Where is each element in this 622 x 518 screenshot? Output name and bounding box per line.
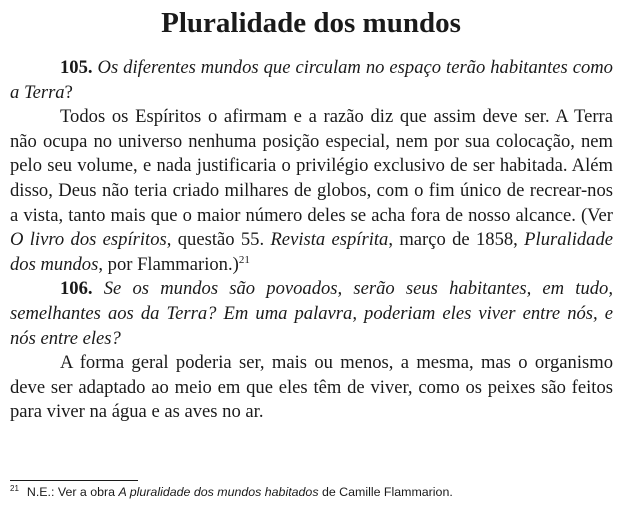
answer-text: , março de 1858, — [388, 229, 525, 251]
body-text — [10, 56, 613, 425]
reference-article: Pluralidade dos mundos — [10, 229, 614, 275]
answer-text: A forma geral poderia ser, mais ou menos, a mesma, mas o organismo deve ser adaptado ao meio em que eles têm de viver, como os peixes são feitos para viver na água e as aves no ar. — [10, 352, 613, 423]
question-number: 106. — [60, 278, 93, 300]
reference-book: O livro dos espíritos — [10, 229, 167, 251]
footnote-marker: 21 — [10, 484, 19, 493]
question-text: Se os mundos são povoados, serão seus habitantes, em tudo, semelhantes aos da Terra? Em uma palavra, poderiam eles viver entre nós, e nós entre eles? — [10, 278, 613, 349]
answer-105 — [10, 105, 613, 277]
footnote-suffix: de Camille Flammarion. — [318, 485, 453, 499]
answer-text: Todos os Espíritos o afirmam e a razão diz que assim deve ser. A Terra não ocupa no universo nenhuma posição especial, nem por sua colocação, nem pelo seu volume, e nada justificaria o privilégio exclusivo de ser habitada. Além disso, Deus não teria criado milhares de globos, com o fim único de recrear-nos a vista, tanto mais que o maior número deles se acha fora de nosso alcance. (Ver — [10, 106, 613, 226]
footnote-reference: 21 — [238, 253, 250, 266]
question-number: 105. — [60, 57, 93, 78]
question-mark: ? — [64, 81, 73, 103]
footnote-work-title: A pluralidade dos mundos habitados — [118, 485, 319, 499]
reference-magazine: Revista espírita — [270, 229, 389, 251]
answer-text: , questão 55. — [166, 229, 271, 251]
question-106 — [10, 277, 613, 351]
question-text: Os diferentes mundos que circulam no espaço terão habitantes como a Terra — [10, 57, 613, 103]
answer-text: , por Flammarion.) — [98, 253, 239, 275]
answer-106 — [10, 351, 613, 425]
footnote-divider — [10, 480, 138, 481]
question-105 — [10, 56, 613, 105]
footnote — [10, 484, 613, 500]
page-title: Pluralidade dos mundos — [161, 7, 461, 39]
footnote-prefix: N.E.: Ver a obra — [26, 485, 119, 499]
